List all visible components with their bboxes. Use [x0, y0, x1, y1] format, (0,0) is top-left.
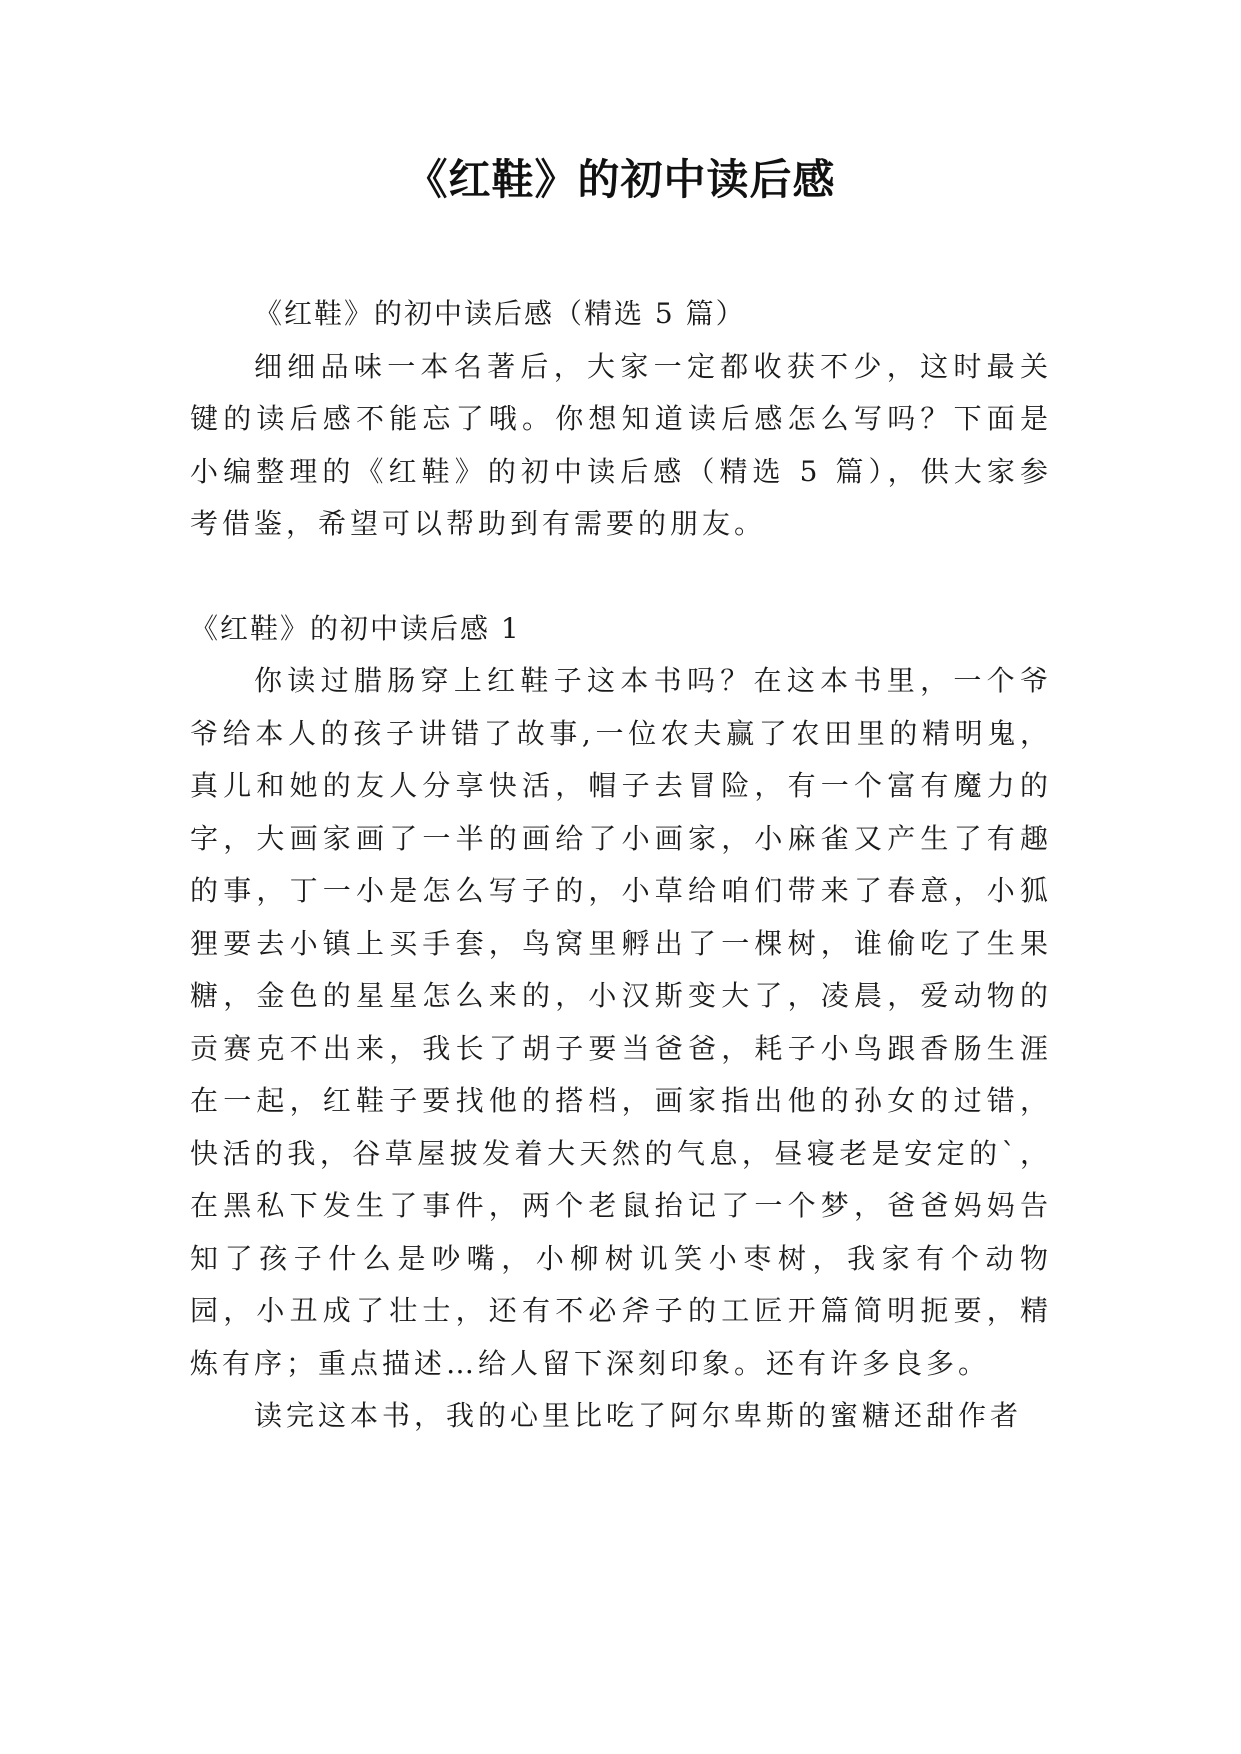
document-subtitle: 《红鞋》的初中读后感（精选 5 篇）	[254, 297, 746, 330]
body-paragraph: 读完这本书，我的心里比吃了阿尔卑斯的蜜糖还甜作者	[254, 1399, 1023, 1432]
section-spacer	[190, 551, 1052, 603]
section-heading: 《红鞋》的初中读后感 1	[190, 611, 521, 645]
intro-paragraph: 细细品味一本名著后，大家一定都收获不少，这时最关键的读后感不能忘了哦。你想知道读后感怎么写吗？下面是小编整理的《红鞋》的初中读后感（精选 5 篇），供大家参考借鉴，希望可以帮助到有需要的朋友。	[190, 349, 1052, 540]
page-title: 《红鞋》的初中读后感	[405, 155, 836, 204]
document-body	[190, 288, 1052, 1443]
body-paragraph: 你读过腊肠穿上红鞋子这本书吗？在这本书里，一个爷爷给本人的孩子讲错了故事,一位农夫赢了农田里的精明鬼，真儿和她的友人分享快活，帽子去冒险，有一个富有魔力的字，大画家画了一半的画给了小画家，小麻雀又产生了有趣的事，丁一小是怎么写子的，小草给咱们带来了春意，小狐狸要去小镇上买手套，鸟窝里孵出了一棵树，谁偷吃了生果糖，金色的星星怎么来的，小汉斯变大了，凌晨，爱动物的贡赛克不出来，我长了胡子要当爸爸，耗子小鸟跟香肠生涯在一起，红鞋子要找他的搭档，画家指出他的孙女的过错，快活的我，谷草屋披发着大天然的气息，昼寝老是安定的`，在黑私下发生了事件，两个老鼠抬记了一个梦，爸爸妈妈告知了孩子什么是吵嘴，小柳树讥笑小枣树，我家有个动物园，小丑成了壮士，还有不必斧子的工匠开篇简明扼要，精炼有序；重点描述…给人留下深刻印象。还有许多良多。	[190, 664, 1052, 1380]
